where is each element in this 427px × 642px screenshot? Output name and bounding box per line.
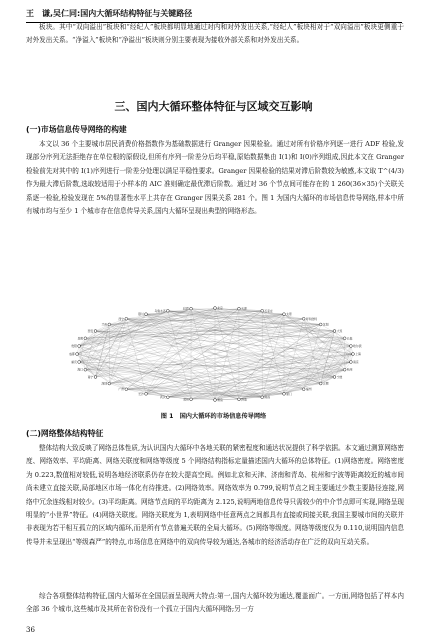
network-node-dot — [145, 313, 148, 316]
network-node-dot — [283, 313, 286, 316]
network-node-label: 杭州 — [346, 367, 353, 372]
network-node-label: 南京 — [353, 359, 359, 364]
network-node — [101, 322, 110, 326]
network-node-label: 拉萨 — [183, 306, 189, 311]
network-node — [261, 309, 273, 313]
network-node-label: 福州 — [305, 387, 312, 392]
network-node-dot — [261, 396, 264, 399]
section-title: 三、国内大循环整体特征与区域交互影响 — [114, 100, 313, 113]
network-node — [160, 395, 169, 399]
network-node — [319, 322, 328, 326]
network-node — [88, 329, 97, 333]
network-node — [88, 375, 97, 379]
network-edge — [95, 331, 353, 354]
network-node-dot — [350, 345, 353, 348]
network-node-dot — [78, 361, 81, 364]
network-node — [302, 387, 311, 391]
network-node-dot — [302, 388, 305, 391]
running-header: 王 谦,吴仁同:国内大循环结构特征与关键路径 — [26, 8, 402, 23]
network-node-dot — [319, 382, 322, 385]
network-node-dot — [84, 337, 87, 340]
network-node-dot — [333, 330, 336, 333]
network-node-label: 昆明 — [77, 336, 84, 341]
network-node — [214, 306, 223, 310]
network-node-dot — [238, 398, 241, 401]
network-node — [78, 336, 87, 340]
network-node-label: 呼和浩特 — [305, 316, 318, 321]
network-node-dot — [190, 307, 193, 310]
network-node-dot — [78, 345, 81, 348]
network-node-label: 上海 — [355, 352, 361, 356]
network-node — [302, 317, 317, 321]
network-node-label: 济南 — [241, 397, 247, 402]
network-node — [154, 309, 169, 313]
network-node — [101, 382, 110, 386]
network-node-dot — [125, 317, 128, 320]
network-node-dot — [214, 307, 217, 310]
network-node-label: 北京 — [217, 306, 223, 310]
network-node — [261, 395, 270, 399]
network-edge — [95, 354, 353, 377]
network-edge — [345, 346, 351, 370]
network-node — [350, 360, 359, 364]
network-figure — [60, 300, 370, 408]
network-node-label: 贵阳 — [71, 344, 77, 349]
network-node — [283, 312, 292, 316]
network-node-label: 海口 — [77, 367, 84, 372]
network-node-label: 银川 — [138, 312, 144, 317]
network-node — [214, 398, 223, 402]
network-node-label: 宁波 — [336, 375, 343, 379]
network-node-dot — [166, 396, 169, 399]
network-node-dot — [145, 392, 148, 395]
network-node-dot — [350, 361, 353, 364]
network-node-label: 重庆 — [71, 359, 77, 364]
network-node-dot — [94, 330, 97, 333]
network-node-label: 西宁 — [118, 316, 125, 321]
subsection-2-title: (二)网络整体结构特征 — [26, 429, 104, 438]
network-edge — [85, 370, 334, 377]
network-node — [118, 317, 127, 321]
network-edge — [79, 362, 345, 370]
network-node-label: 青岛 — [217, 398, 223, 402]
network-node-label: 成都 — [69, 352, 75, 356]
subsection-2-paragraph-1: 整体结构大致反映了网络总体性质,为认识国内大循环中各地关联的紧密程度和通达状况提供了科学依据。本文通过测算网络密度、网络效率、平均距离、网络关联度和网络等级度 5 个网络结构指标定量描述国内大循环的总体特征。(1)网络密度。网络密度为 0.223,数值相对较低,说明各地经济联系仍存在较大提高空间。例如北京和天津、济南和青岛、杭州和宁波等距离较近的城市间尚未建立直接关联,局部地区市场一体化有待推进。(2)网络效率。网络效率为 0.799,说明节点之间主要通过少数主要路径连接,网络中冗余连线相对较少。(3)平均距离。网络节点间的平均距离为 2.125,说明两地信息传导只需较少的中介节点即可实现,网络呈现明显的“小世界”特征。(4)网络关联度。网络关联度为 1,表明网络中任意两点之间都具有直接或间接关联,我国主要城市间的关联并非表现为若干相互孤立的区域内循环,而是所有节点普遍关联的全局大循环。(5)网络等级度。网络等级度仅为 0.110,说明国内信息传导并未呈现出“等级森严”的特点,市场信息在网络中的双向传导较为通达,各城市的经济活动存在广泛的双向互动关系。 — [26, 444, 404, 546]
network-node-dot — [108, 323, 111, 326]
network-node-label: 太原 — [286, 312, 292, 317]
network-edge — [77, 354, 335, 377]
network-node-label: 深圳 — [101, 381, 108, 386]
network-node — [238, 397, 247, 401]
network-node-label: 哈尔滨 — [353, 344, 362, 349]
network-node-dot — [190, 398, 193, 401]
network-node-label: 厦门 — [286, 391, 292, 396]
network-node-label: 南宁 — [87, 375, 94, 379]
network-node-label: 兰州 — [101, 322, 108, 327]
network-node-dot — [352, 353, 355, 356]
network-node-dot — [319, 323, 322, 326]
network-node — [69, 352, 78, 356]
page-number: 36 — [26, 626, 35, 634]
network-node-label: 石家庄 — [264, 308, 273, 313]
network-node-label: 武汉 — [159, 395, 166, 400]
subsection-1-paragraph: 本文以 36 个主要城市居民消费价格指数作为基础数据进行 Granger 因果检验。通过对所有价格序列逐一进行 ADF 检验,发现部分序列无法拒绝存在单位根的原假设,但所有序列一阶差分后均平稳,原始数据集由 I(1)和 I(0)序列组成,因此本文在 Granger 检验前先对其中的 I(1)序列进行一阶差分处理以满足平稳性要求。Granger 因果检验的结果对滞后阶数较为敏感,本文取 T^(4/3) 作为最大滞后阶数,选取较适用于小样本的 AIC 准则确定最优滞后阶数。通过对 36 个节点间可能存在的 1 260(36×35)个关联关系逐一检验,检验发现在 5%的显著性水平上共存在 Granger 因果关系 281 个。图 1 为国内大循环的市场信息传导网络,样本中所有城市均与至少 1 个城市存在信息传导关系,国内大循环呈现出典型的网络形态。 — [26, 140, 404, 216]
network-edge — [109, 324, 344, 338]
network-node-label: 沈阳 — [322, 322, 329, 327]
network-node-dot — [283, 392, 286, 395]
network-node — [350, 344, 362, 348]
network-node-dot — [333, 376, 336, 379]
network-node-label: 长沙 — [138, 391, 144, 396]
network-node-dot — [302, 317, 305, 320]
network-node — [138, 392, 147, 396]
network-node — [78, 368, 87, 372]
network-node — [238, 307, 247, 311]
intro-paragraph: 板块。其中“双向溢出”板块和“经纪人”板块都明显地通过对内和对外发出关系,“经纪人”板块相对于“双向溢出”板块更侧重于对外发出关系。“净溢入”板块和“净溢出”板块则分别主要表现为接收外部关系和对外发出关系。 — [26, 23, 404, 45]
network-node — [333, 329, 342, 333]
network-node — [183, 397, 192, 401]
network-node — [352, 352, 361, 356]
network-node-label: 乌鲁木齐 — [154, 308, 166, 313]
network-edge — [85, 338, 351, 362]
network-node — [183, 307, 192, 311]
subsection-2-paragraph-2: 综合各项整体结构特征,国内大循环在全国层面呈现两大特点:第一,国内大循环较为通达,覆盖面广。一方面,网络包括了样本内全部 36 个城市,这些城市及其所在省份没有一个孤立于国内大循环网络;另一方 — [26, 592, 404, 614]
network-node-dot — [343, 337, 346, 340]
network-node — [118, 387, 127, 391]
network-node-dot — [94, 376, 97, 379]
network-node-dot — [108, 382, 111, 385]
network-edges — [77, 308, 353, 400]
network-node — [71, 360, 80, 364]
figure-caption: 图 1 国内大循环的市场信息传导网络 — [160, 413, 267, 420]
network-edge — [109, 384, 262, 398]
network-node-dot — [238, 307, 241, 310]
network-node-label: 南昌 — [264, 395, 271, 400]
subsection-1-title: (一)市场信息传导网络的构建 — [26, 125, 127, 134]
network-node — [343, 336, 352, 340]
network-node-label: 合肥 — [322, 381, 329, 386]
network-edge — [146, 314, 215, 400]
network-node — [333, 375, 342, 379]
network-node-dot — [343, 368, 346, 371]
network-node-label: 天津 — [241, 306, 247, 311]
network-node-label: 长春 — [346, 336, 353, 341]
network-node-dot — [214, 399, 217, 402]
network-node-dot — [261, 309, 264, 312]
network-node-label: 大连 — [336, 329, 343, 333]
network-node-label: 西安 — [87, 329, 94, 333]
network-node — [319, 382, 328, 386]
network-node-dot — [76, 353, 79, 356]
network-node-dot — [84, 368, 87, 371]
network-node-dot — [166, 309, 169, 312]
network-node-label: 广州 — [118, 387, 125, 392]
network-node — [71, 344, 80, 348]
network-node — [138, 312, 147, 316]
network-node — [283, 392, 292, 396]
network-node-label: 郑州 — [183, 397, 189, 402]
network-node — [343, 368, 352, 372]
network-node-dot — [125, 388, 128, 391]
